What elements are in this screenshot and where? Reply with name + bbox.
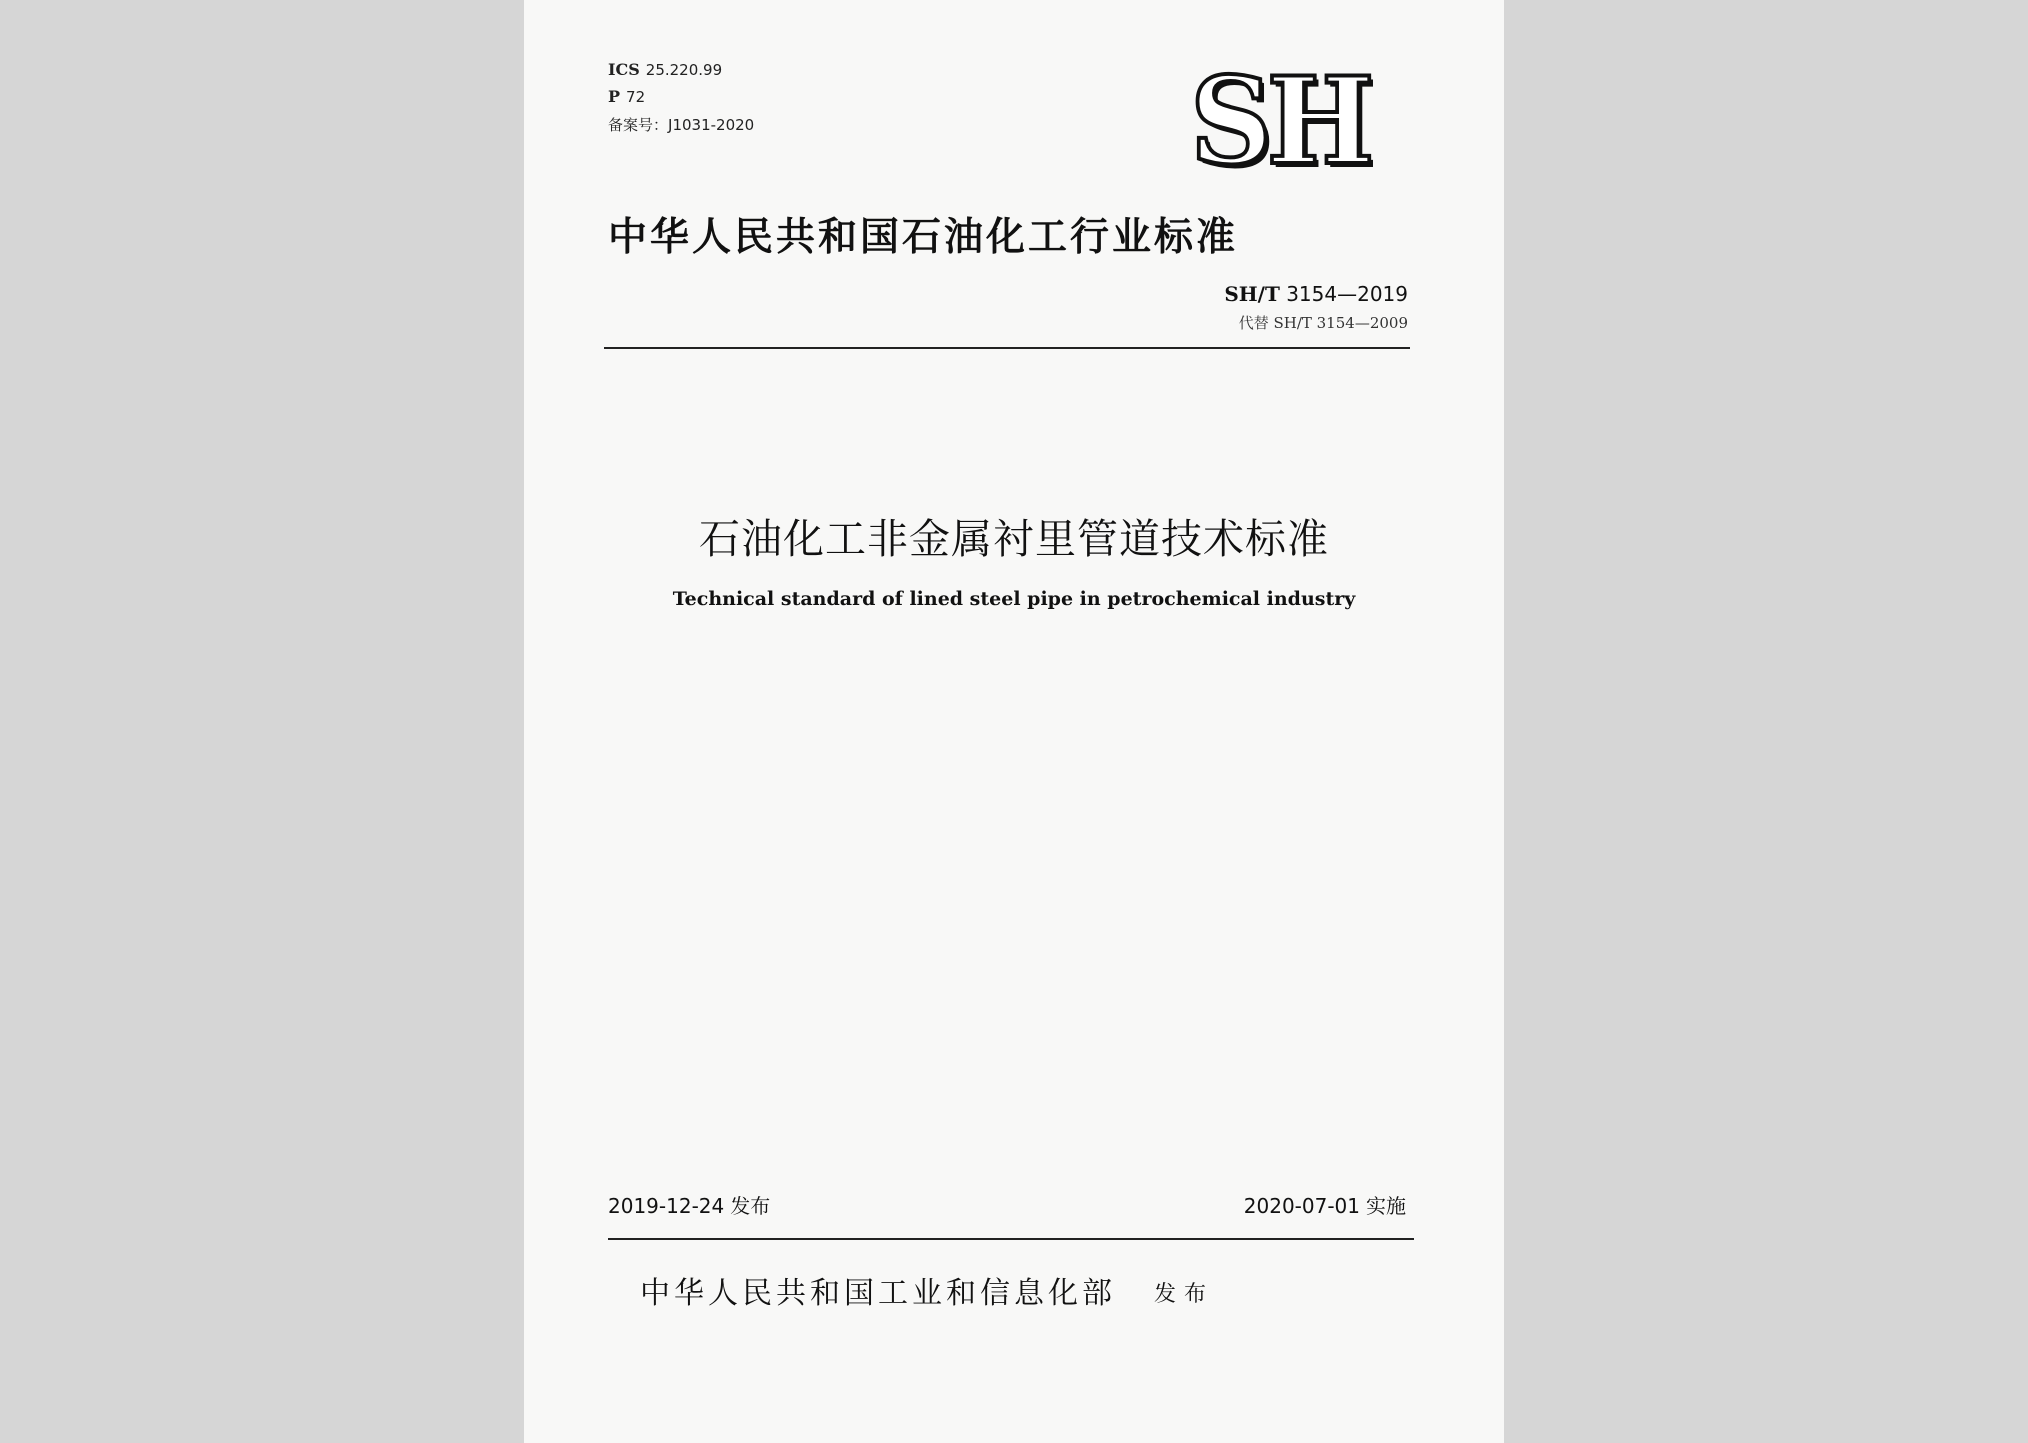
english-title: Technical standard of lined steel pipe in petrochemical industry — [672, 588, 1356, 610]
ics-code — [608, 60, 722, 79]
industry-standard-title: 中华人民共和国石油化工行业标准 — [608, 215, 1239, 260]
document-page — [524, 0, 1504, 1443]
publisher-name: 中华人民共和国工业和信息化部 — [640, 1276, 1116, 1311]
ics-value: 25.220.99 — [645, 61, 723, 79]
issue-date — [608, 1190, 770, 1219]
effective-date-value: 2020-07-01 — [1243, 1194, 1360, 1218]
chinese-title: 石油化工非金属衬里管道技术标准 — [699, 515, 1329, 563]
header-divider — [604, 347, 1410, 349]
ics-label: ICS — [608, 60, 640, 79]
p-code — [608, 87, 645, 106]
record-label: 备案号： — [608, 116, 669, 134]
issue-date-value: 2019-12-24 — [608, 1194, 725, 1218]
record-value: J1031-2020 — [668, 116, 755, 134]
effective-date-label: 实施 — [1366, 1194, 1406, 1218]
sh-logo: SH — [1190, 51, 1369, 192]
publish-label: 发布 — [1154, 1282, 1215, 1307]
record-number — [608, 114, 754, 135]
standard-code-number: 3154—2019 — [1286, 282, 1408, 306]
issue-date-label: 发布 — [730, 1194, 771, 1218]
standard-number — [1224, 282, 1408, 306]
footer-divider — [608, 1238, 1414, 1240]
standard-code-prefix: SH/T — [1224, 282, 1280, 306]
replaces-standard: 代替 SH/T 3154—2009 — [1238, 314, 1408, 332]
p-value: 72 — [626, 88, 646, 106]
effective-date — [1244, 1190, 1406, 1219]
p-label: P — [608, 87, 621, 106]
publisher — [640, 1268, 1214, 1312]
